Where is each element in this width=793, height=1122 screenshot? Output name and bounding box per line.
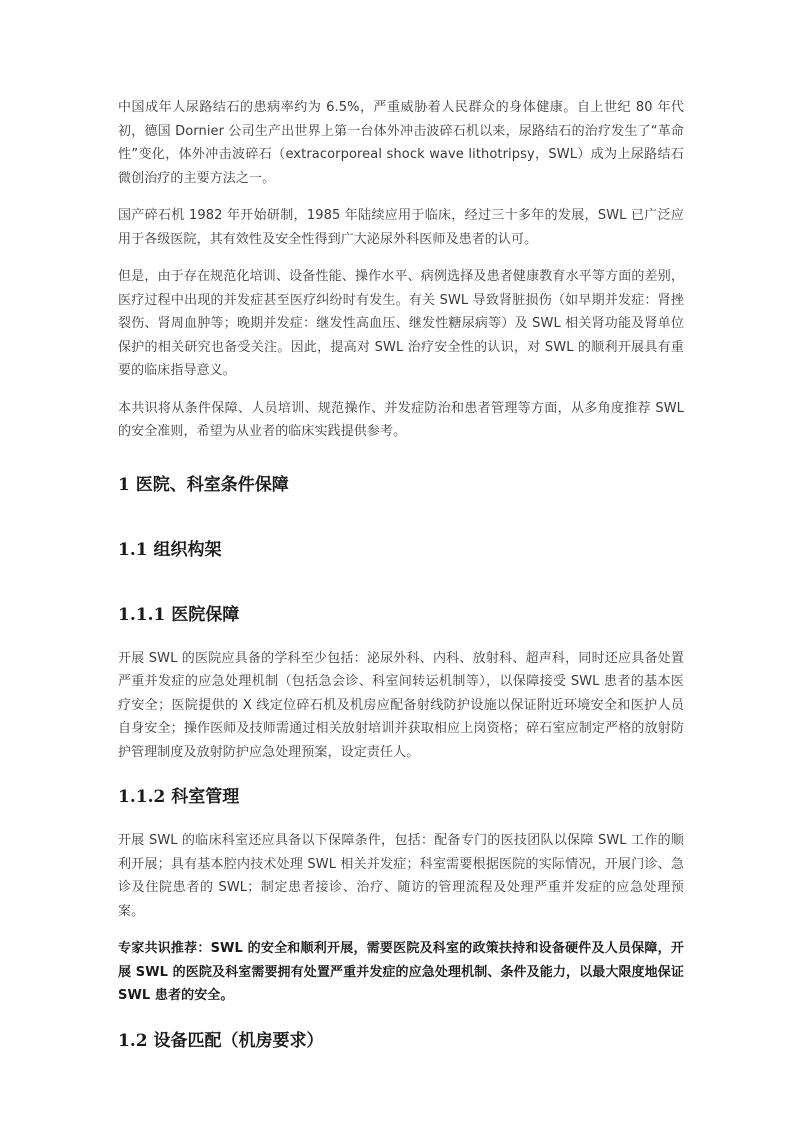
document-page (118, 96, 684, 1091)
section-1-heading: 1 医院、科室条件保障 (118, 474, 289, 495)
section-1-1-2-heading: 1.1.2 科室管理 (118, 787, 240, 807)
intro-paragraph-2: 国产碎石机 1982 年开始研制，1985 年陆续应用于临床，经过三十多年的发展，SWL 已广泛应用于各级医院，其有效性及安全性得到广大泌尿外科医师及患者的认可。 (118, 208, 684, 247)
section-1-1-1-paragraph: 开展 SWL 的医院应具备的学科至少包括：泌尿外科、内科、放射科、超声科，同时还应具备处置严重并发症的应急处理机制（包括急会诊、科室间转运机制等），以保障接受 SWL 患者的基本医疗安全；医院提供的 X 线定位碎石机及机房应配备射线防护设施以保证附近环境安全和医护人员自身安全；操作医师及技师需通过相关放射培训并获取相应上岗资格；碎石室应制定严格的放射防护管理制度及放射防护应急处理预案，设定责任人。 (118, 650, 684, 760)
section-1-1-1-heading: 1.1.1 医院保障 (118, 604, 240, 625)
section-1-1-2-paragraph: 开展 SWL 的临床科室还应具备以下保障条件，包括：配备专门的医技团队以保障 SWL 工作的顺利开展；具有基本腔内技术处理 SWL 相关并发症；科室需要根据医院的实际情况，开展门诊、急诊及住院患者的 SWL；制定患者接诊、治疗、随访的管理流程及处理严重并发症的应急处理预案。 (118, 833, 684, 919)
section-1-2-heading: 1.2 设备匹配（机房要求） (118, 1030, 324, 1051)
expert-recommendation: 专家共识推荐：SWL 的安全和顺利开展，需要医院及科室的政策扶持和设备硬件及人员保障，开展 SWL 的医院及科室需要拥有处置严重并发症的应急处理机制、条件及能力，以最大限度地保证 SWL 患者的安全。 (118, 941, 684, 1003)
section-1-1-heading: 1.1 组织构架 (118, 539, 222, 560)
intro-paragraph-4: 本共识将从条件保障、人员培训、规范操作、并发症防治和患者管理等方面，从多角度推荐 SWL 的安全准则，希望为从业者的临床实践提供参考。 (118, 400, 684, 439)
intro-paragraph-1: 中国成年人尿路结石的患病率约为 6.5%，严重威胁着人民群众的身体健康。自上世纪 80 年代初，德国 Dornier 公司生产出世界上第一台体外冲击波碎石机以来，尿路结石的治疗发生了“革命性”变化，体外冲击波碎石（extracorporeal shock wave lithotripsy，SWL）成为上尿路结石微创治疗的主要方法之一。 (118, 100, 684, 186)
intro-paragraph-3: 但是，由于存在规范化培训、设备性能、操作水平、病例选择及患者健康教育水平等方面的差别，医疗过程中出现的并发症甚至医疗纠纷时有发生。有关 SWL 导致肾脏损伤（如早期并发症：肾挫裂伤、肾周血肿等；晚期并发症：继发性高血压、继发性糖尿病等）及 SWL 相关肾功能及肾单位保护的相关研究也备受关注。因此，提高对 SWL 治疗安全性的认识，对 SWL 的顺利开展具有重要的临床指导意义。 (118, 269, 684, 378)
